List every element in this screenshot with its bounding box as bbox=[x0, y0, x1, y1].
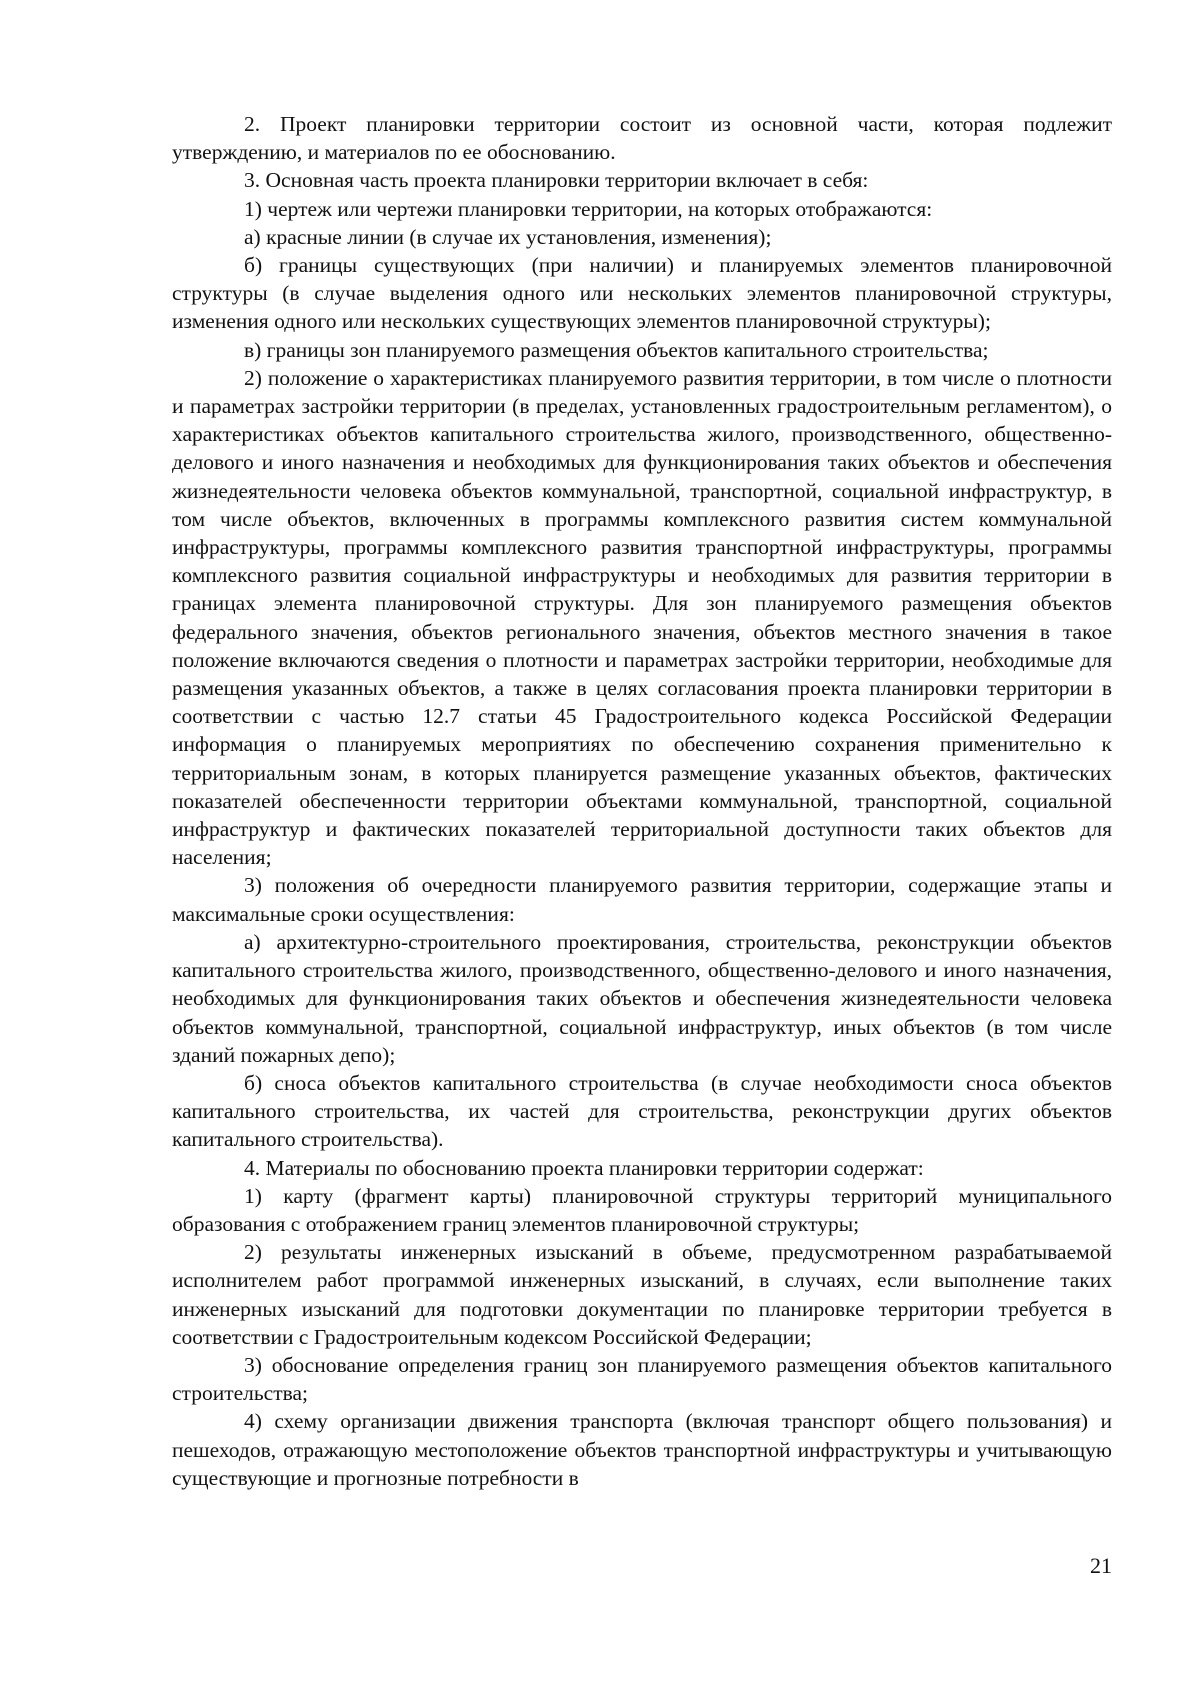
paragraph-4-4-traffic-scheme: 4) схему организации движения транспорта (включая транспорт общего пользования) и пешеходов, отражающую местоположение объектов транспортной инфраструктуры и учитывающую существующие и прогнозные потребности в bbox=[172, 1409, 1112, 1490]
paragraph-3-1-a-red-lines: а) красные линии (в случае их установления, изменения); bbox=[244, 224, 772, 249]
paragraph-3-1-b-boundaries: б) границы существующих (при наличии) и планируемых элементов планировочной структуры (в случае выделения одного или нескольких элементов планировочной структуры, изменения одного или нескольких существующих элементов планировочной структуры); bbox=[172, 253, 1112, 334]
paragraph-3-3-b-demolition: б) сноса объектов капитального строительства (в случае необходимости сноса объектов капитального строительства, их частей для строительства, реконструкции других объектов капитального строительства). bbox=[172, 1070, 1112, 1152]
paragraph-4-2-surveys: 2) результаты инженерных изысканий в объеме, предусмотренном разрабатываемой исполнителем работ программой инженерных изысканий, в случаях, если выполнение таких инженерных изысканий для подготовки документации по планировке территории требуется в соответствии с Градостроительным кодексом Российской Федерации; bbox=[172, 1240, 1112, 1349]
document-body bbox=[172, 110, 1112, 1492]
paragraph-4-1-map: 1) карту (фрагмент карты) планировочной структуры территорий муниципального образования с отображением границ элементов планировочной структуры; bbox=[172, 1183, 1112, 1236]
paragraph-2-project-structure: 2. Проект планировки территории состоит из основной части, которая подлежит утверждению, и материалов по ее обоснованию. bbox=[172, 112, 1112, 165]
paragraph-3-1-drawings: 1) чертеж или чертежи планировки территории, на которых отображаются: bbox=[244, 196, 933, 221]
paragraph-3-3-phasing: 3) положения об очередности планируемого развития территории, содержащие этапы и максимальные сроки осуществления: bbox=[172, 873, 1112, 926]
paragraph-3-1-v-zones: в) границы зон планируемого размещения объектов капитального строительства; bbox=[244, 337, 989, 362]
paragraph-3-3-a-design: а) архитектурно-строительного проектирования, строительства, реконструкции объектов капитального строительства жилого, производственного, общественно-делового и иного назначения, необходимых для функционирования таких объектов и обеспечения жизнедеятельности человека объектов коммунальной, транспортной, социальной инфраструктур, иных объектов (в том числе зданий пожарных депо); bbox=[172, 929, 1112, 1067]
paragraph-3-2-provisions: 2) положение о характеристиках планируемого развития территории, в том числе о плотности и параметрах застройки территории (в пределах, установленных градостроительным регламентом), о характеристиках объектов капитального строительства жилого, производственного, общественно-делового и иного назначения и необходимых для функционирования таких объектов и обеспечения жизнедеятельности человека объектов коммунальной, транспортной, социальной инфраструктур, в том числе объектов, включенных в программы комплексного развития систем коммунальной инфраструктуры, программы комплексного развития транспортной инфраструктуры, программы комплексного развития социальной инфраструктуры и необходимых для развития территории в границах элемента планировочной структуры. Для зон планируемого размещения объектов федерального значения, объектов регионального значения, объектов местного значения в такое положение включаются сведения о плотности и параметрах застройки территории, необходимые для размещения указанных объектов, а также в целях согласования проекта планировки территории в соответствии с частью 12.7 статьи 45 Градостроительного кодекса Российской Федерации информация о планируемых мероприятиях по обеспечению сохранения применительно к территориальным зонам, в которых планируется размещение указанных объектов, фактических показателей обеспеченности территории объектами коммунальной, транспортной, социальной инфраструктур и фактических показателей территориальной доступности таких объектов для населения; bbox=[172, 365, 1112, 870]
paragraph-4-justification: 4. Материалы по обоснованию проекта планировки территории содержат: bbox=[244, 1155, 924, 1180]
page-number: 21 bbox=[1090, 1553, 1112, 1578]
paragraph-3-main-part: 3. Основная часть проекта планировки территории включает в себя: bbox=[244, 168, 869, 193]
paragraph-4-3-zone-justification: 3) обоснование определения границ зон планируемого размещения объектов капитального строительства; bbox=[172, 1352, 1112, 1406]
